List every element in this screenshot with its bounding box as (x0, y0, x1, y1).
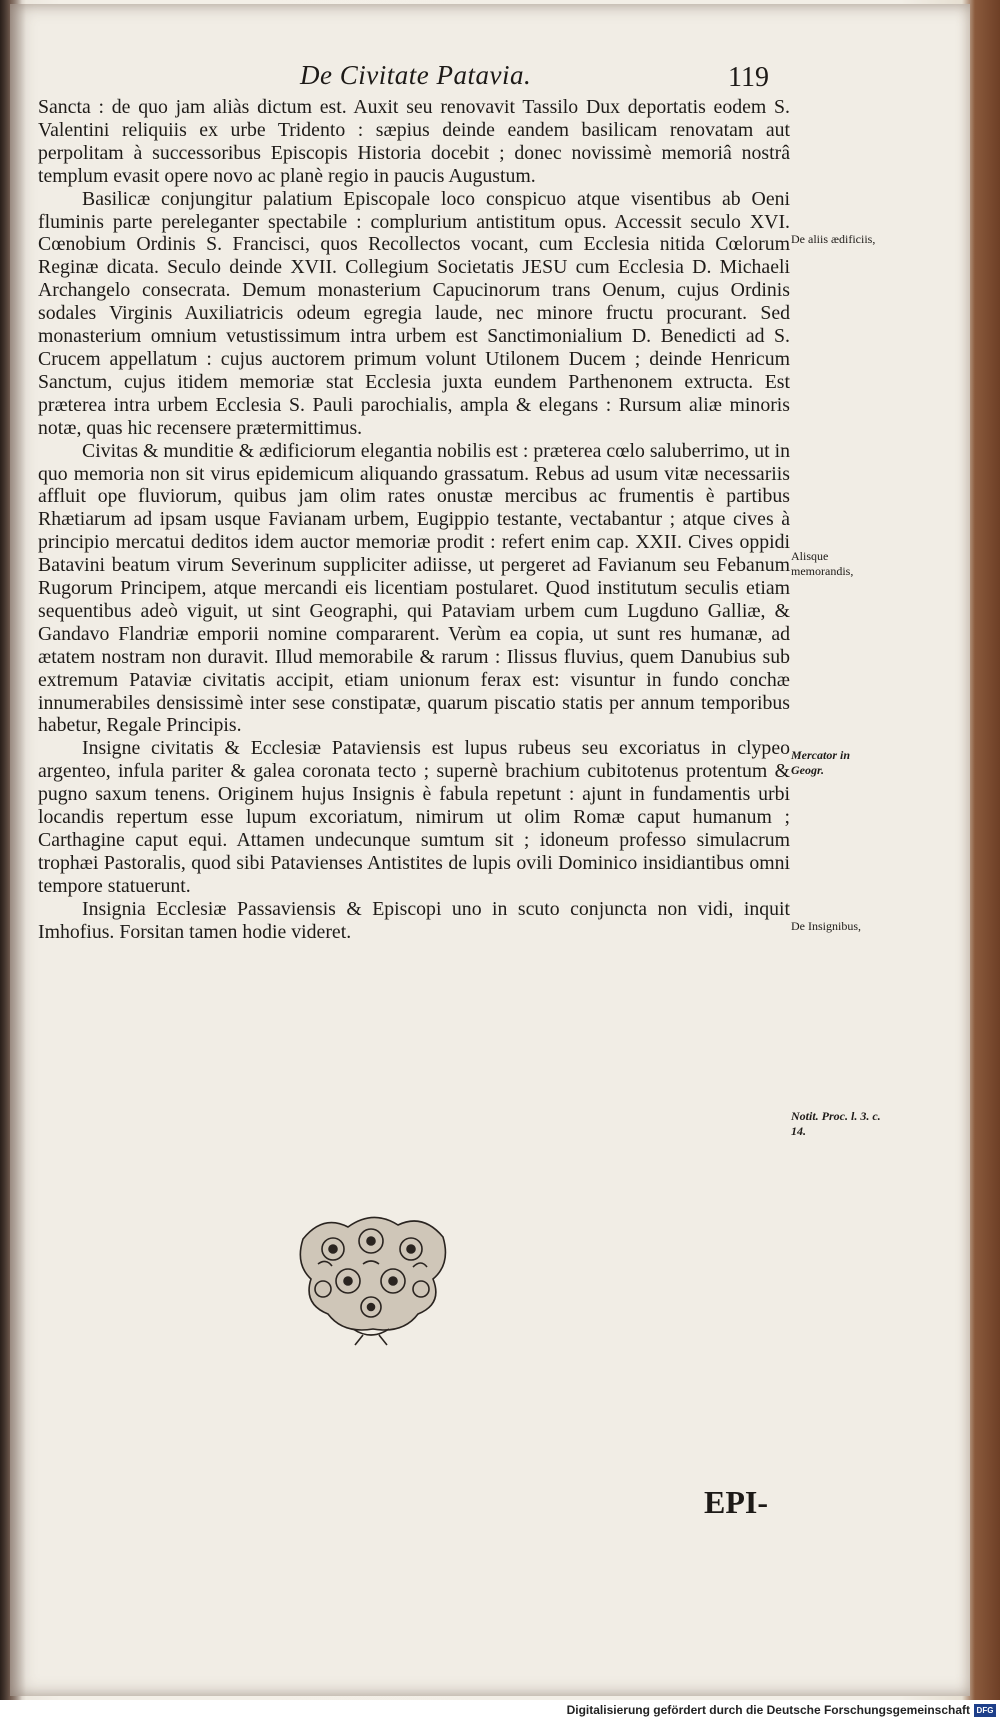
footer-bar (0, 1700, 1000, 1722)
margin-note-notitia: Notit. Proc. l. 3. c. 14. (791, 1109, 881, 1138)
margin-note-memorandis: Alisque memorandis, (791, 549, 854, 578)
footer-credit: Digitalisierung gefördert durch die Deutsche Forschungsgemeinschaft (566, 1703, 970, 1717)
paragraph-4: Insigne civitatis & Ecclesiæ Pataviensis est lupus rubeus seu excoriatus in clypeo argenteo, infula pariter & galea coronata tecto ; supernè brachium cubitotenus protentum & pugno saxum tenens. Originem hujus Insignis è fabula repetunt : ajunt in fundamentis urbi locandis repertum esse lupum excoriatum, nimirum ut olim Romæ caput humanum ; Carthagine caput equi. Attamen undecunque sumtum sit ; idoneum professo simulacrum trophæi Pastoralis, quod sibi Patavienses Antistites de lupis ovili Dominico insidiantibus omni tempore statuerunt. (38, 737, 790, 897)
spine-shadow (0, 0, 26, 1700)
dfg-logo-icon: DFG (974, 1704, 996, 1717)
paragraph-2: Basilicæ conjungitur palatium Episcopale loco conspicuo atque visentibus ab Oeni fluminis parte pereleganter spectabile : complurium antistitum opus. Accessit seculo XVI. Cœnobium Ordinis S. Francisci, quos Recollectos vocant, cum Ecclesia nitida Cœlorum Reginæ dicata. Seculo deinde XVII. Collegium Societatis JESU cum Ecclesia D. Michaeli Archangelo consecrata. Demum monasterium Capucinorum trans Oenum, cujus Ordinis sodales Virginis Auxiliatricis odeum egregia laude, nec minore fructu procurant. Sed monasterium omnium vetustissimum intra urbem est Sanctimonialium D. Benedicti ad S. Crucem appellatum : cujus auctorem primum volunt Utilonem Ducem ; deinde Henricum Sanctum, cujus itidem memoriæ stat Ecclesia juxta eundem Parthenonem extructa. Est præterea intra urbem Ecclesia S. Pauli parochialis, ampla & elegans : Rursum aliæ minoris notæ, quas hic recensere prætermittimus. (38, 187, 790, 439)
running-head (10, 60, 970, 100)
running-title: De Civitate Patavia. (300, 60, 532, 90)
paragraph-3: Civitas & munditie & ædificiorum elegantia nobilis est : præterea cœlo saluberrimo, ut in quo memoria non sit virus epidemicum aliquando grassatum. Rebus ad usum vitæ necessariis affluit ope fluviorum, quibus jam olim rates onustæ mercibus ac frumentis è partibus Rhætiarum ad ipsam usque Favianam urbem, Eugippio testante, vectabantur ; atque cives à principio mercatui deditos idem auctor memoriæ prodit : refert enim cap. XXII. Cives oppidi Batavini beatum virum Severinum suppliciter adiisse, ut pergeret ad Favianum seu Febanum Rugorum Principem, atque mercandi eis licentiam postularet. Quod institutum seculis etiam sequentibus adeò viguit, ut sint Geographi, qui Pataviam urbem cum Lugduno Galliæ, & Gandavo Flandriæ emporii nomine compararent. Verùm ea copia, ut sunt res humanæ, ad ætatem nostram non duravit. Illud memorabile & rarum : Ilissus fluvius, quem Danubius sub extremum Pataviæ civitatis accipit, etiam unionum ferax est: visuntur in fundo conchæ innumerabiles densissimè inter sese constipatæ, quarum piscatio statis per annum temporibus habetur, Regale Principis. (38, 439, 790, 737)
paragraph-1: Sancta : de quo jam aliàs dictum est. Auxit seu renovavit Tassilo Dux deportatis eodem S. Valentini reliquiis ex urbe Tridento : sæpius deinde eandem basilicam renovatam aut perpolitam à successoribus Episcopis Historia docebit ; donec novissimè memoriâ nostrâ templum evasit opere novo ac planè regio in paucis Augustum. (38, 96, 790, 187)
floral-ornament-icon (293, 1209, 453, 1349)
body-text (38, 96, 790, 944)
page-number: 119 (728, 62, 769, 93)
margin-note-mercator: Mercator in Geogr. (791, 748, 851, 777)
paragraph-5: Insignia Ecclesiæ Passaviensis & Episcopi uno in scuto conjuncta non vidi, inquit Imhofius. Forsitan tamen hodie videret. (38, 897, 790, 943)
margin-note-insignibus: De Insignibus, (791, 919, 861, 933)
book-page (10, 4, 970, 1696)
margin-note-aedificiis: De aliis ædificiis, (791, 232, 876, 246)
catchword: EPI- (704, 1484, 768, 1520)
